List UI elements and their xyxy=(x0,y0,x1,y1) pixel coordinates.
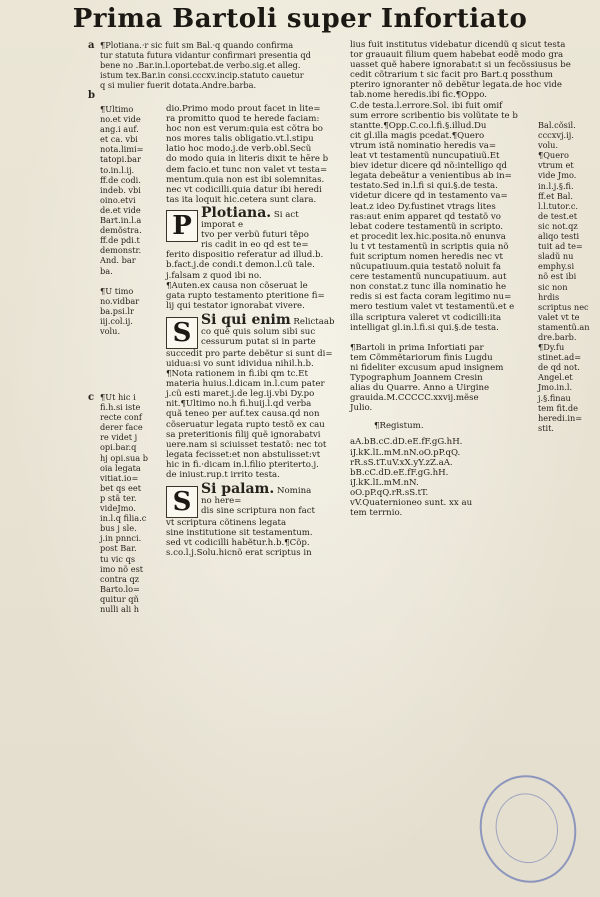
text-line: tvo per verbũ futuri tẽpo xyxy=(201,230,309,241)
gloss-line: ff.de pdi.t xyxy=(100,235,140,246)
gloss-line: scriptus nec xyxy=(538,301,589,312)
commentary-intro xyxy=(100,40,340,90)
gloss-line: ang.i auf. xyxy=(100,124,139,135)
text-line: cedit cõtrarium t sic facit pro Bart.q possthum xyxy=(350,70,553,81)
gloss-line: stamentũ.an xyxy=(538,321,590,332)
gloss-line: Angel.et xyxy=(538,372,573,383)
gloss-line: tatopi.bar xyxy=(100,154,141,165)
gloss-line: aliqo testi xyxy=(538,231,580,242)
gloss-line: stit. xyxy=(538,422,555,433)
gloss-line: de qd not. xyxy=(538,362,580,373)
text-line: succedit pro parte debẽtur si sunt di= xyxy=(166,348,333,359)
gloss-line: vtrum et xyxy=(538,160,574,171)
gloss-line: l.l.tutor.c. xyxy=(538,200,579,211)
gloss-line: no.et vide xyxy=(100,114,141,125)
registrum-line: rR.sS.tT.uV.xX.yY.zZ.aA. xyxy=(350,457,453,468)
text-line: nũcupatiuum.quia testatõ noluit fa xyxy=(350,262,501,273)
gloss-line: ¶Quero xyxy=(538,150,569,161)
text-line: sed vt codicilli habẽtur.h.b.¶Cõp. xyxy=(166,538,310,549)
text-line: hic in fi.·dicam in.l.filio pteriterto.j. xyxy=(166,459,319,470)
text-line: j.cũ esti maret.j.de leg.ij.vbi Dy.po xyxy=(166,389,315,400)
text-line: dis sine scriptura non fact xyxy=(201,506,315,517)
gloss-line: And. bar xyxy=(100,255,136,266)
gloss-line: Jmo.in.l. xyxy=(538,382,573,393)
gloss-line: ff.de codi. xyxy=(100,174,141,185)
text-line: Si act xyxy=(273,209,299,220)
text-line: intelligat gl.in.l.fi.si qui.§.de testa. xyxy=(350,322,499,333)
gloss-line: Bart.in.l.a xyxy=(100,215,142,226)
text-line: istum tex.Bar.in consi.cccxv.incip.statuto cauetur xyxy=(100,70,304,81)
text-line: non constat.z tunc illa nominatio he xyxy=(350,282,507,293)
colophon-line: ni fideliter excusum apud insignem xyxy=(350,362,504,373)
gloss-line: ¶Ultimo xyxy=(100,104,134,114)
text-line: stantte.¶Opp.C.co.l.fi.§.illud.Du xyxy=(350,120,487,131)
colophon-line: grauida.M.CCCCC.xxvij.mẽse xyxy=(350,393,479,404)
text-line: gata rupto testamento pteritione fi= xyxy=(166,290,325,301)
text-line: nit.¶Ultimo no.h fi.huij.l.qd verba xyxy=(166,399,312,410)
marginal-letter-c: c xyxy=(88,392,95,403)
gloss-line: bet qs eet xyxy=(100,482,142,493)
gloss-line: fi.h.si iste xyxy=(100,402,141,413)
gloss-line: hrdis xyxy=(538,291,560,302)
gloss-line: bus j sle. xyxy=(100,523,137,534)
gloss-line: ff.et Bal. xyxy=(538,190,573,201)
text-line: ¶Nota rationem in fi.ibi qm tc.Et xyxy=(166,369,308,380)
commentary-column-left xyxy=(166,104,344,558)
gloss-line: re videt j xyxy=(100,432,138,443)
text-line: mero testium valet vt testamentũ.et e xyxy=(350,302,515,313)
text-line: mentum.quia non est ibi solemnitas. xyxy=(166,174,325,185)
text-line: tor grauauit filium quem habebat eodẽ modo gra xyxy=(350,50,564,61)
text-line: pteriro ignoranter nõ debẽtur legata.de hoc vide xyxy=(350,80,562,91)
colophon-line: Julio. xyxy=(350,403,373,414)
gloss-line: dre.barb. xyxy=(538,331,577,342)
text-line: quã teneo per auf.tex causa.qd non xyxy=(166,409,320,420)
text-line: cessurum putat si in parte xyxy=(201,337,316,348)
gloss-line: de test.et xyxy=(538,210,578,221)
text-line: testato.Sed in.l.fi si qui.§.de testa. xyxy=(350,181,498,192)
gloss-line: Barto.lo= xyxy=(100,583,140,594)
text-line: tas ita loquit hic.cetera sunt clara. xyxy=(166,194,317,205)
decorated-initial-s2: S xyxy=(166,486,198,518)
text-line: uidua:si vo sunt idividua nihil.h.b. xyxy=(166,358,314,369)
text-line: Relictaab xyxy=(293,316,335,327)
gloss-line: volu. xyxy=(100,325,121,336)
marginal-gloss-right xyxy=(538,120,594,433)
gloss-line: sladũ nu xyxy=(538,251,574,262)
registrum-line: vV.Quaternioneo sunt. xx au xyxy=(350,498,473,509)
gloss-line: nulli ali h xyxy=(100,603,139,614)
gloss-line: valet vt te xyxy=(538,311,580,322)
gloss-line: demõstra. xyxy=(100,225,142,236)
registrum-line: iJ.kK.lL.mM.nN. xyxy=(350,477,419,488)
text-line: no here= xyxy=(201,496,242,507)
text-line: b.fact.j.de condi.t demon.l.cũ tale. xyxy=(166,260,315,271)
spacer xyxy=(100,276,160,286)
gloss-line: demonstr. xyxy=(100,245,142,256)
spacer xyxy=(350,333,532,343)
text-line: C.de testa.l.errore.Sol. ibi fuit omif xyxy=(350,100,503,111)
gloss-line: emphy.si xyxy=(538,261,575,272)
gloss-line: in.l.j.§.fi. xyxy=(538,180,574,191)
text-line: uasset quẽ habere ignorabat:t si un fecõssiusus be xyxy=(350,60,571,71)
text-line: videtur dicere qd in testamento va= xyxy=(350,191,508,202)
gloss-line: derer face xyxy=(100,422,143,433)
gloss-line: imo nõ est xyxy=(100,563,144,574)
gloss-line: recte conf xyxy=(100,412,142,423)
text-line: sum errore scribentio bis volũtate te b xyxy=(350,110,518,121)
registrum xyxy=(350,421,532,518)
text-line: dio.Primo modo prout facet in lite= xyxy=(166,104,321,114)
gloss-line: to.in.l.ij. xyxy=(100,164,135,175)
text-line: redis si est facta coram legitimo nu= xyxy=(350,292,512,303)
text-line: lius fuit institutus videbatur dicendũ q sicut testa xyxy=(350,40,566,50)
text-line: leat vt testamentũ nuncupatiuũ.Et xyxy=(350,151,500,162)
gloss-line: j.§.finau xyxy=(538,392,571,403)
colophon-line: alias du Quarre. Anno a Uirgine xyxy=(350,383,490,394)
registrum-line: aA.bB.cC.dD.eE.fF.gG.hH. xyxy=(350,437,463,448)
text-line: ¶Auten.ex causa non cõseruat le xyxy=(166,280,308,291)
text-line: fuit scriptum nomen heredis nec vt xyxy=(350,251,503,262)
text-line: sa preteritionis filij quẽ ignorabatvi xyxy=(166,429,321,440)
text-line: vtrum istã nominatio heredis va= xyxy=(350,140,497,151)
text-line: ris cadit in eo qd est te= xyxy=(201,240,309,251)
text-line: legata debeãtur a venientibus ab in= xyxy=(350,171,512,182)
text-line: co quẽ quis solum sibi suc xyxy=(201,326,316,337)
gloss-line: ¶Ut hic i xyxy=(100,392,136,402)
text-line: j.falsam z quod ibi no. xyxy=(166,270,262,281)
text-line: biev idetur dicere qd nõ:intelligo qd xyxy=(350,161,507,172)
text-line: cere testamentũ nuncupatiuum. aut xyxy=(350,272,507,283)
text-line: ¶Plotiana.·r sic fuit sm Bal.·q quando confirma xyxy=(100,40,294,50)
text-line: ras:aut enim apparet qd testatõ vo xyxy=(350,211,501,222)
gloss-line: tem fit.de xyxy=(538,402,578,413)
decorated-initial-p: P xyxy=(166,210,198,242)
registrum-line: oO.pP.qQ.rR.sS.tT. xyxy=(350,487,429,498)
gloss-line: sic non xyxy=(538,281,568,292)
text-line: lebat codere testamentũ in scripto. xyxy=(350,221,503,232)
text-line: bene no .Bar.in.l.oportebat.de verbo.sig.et alleg. xyxy=(100,60,301,71)
gloss-line: tu vic qs xyxy=(100,553,136,564)
gloss-line: contra qz xyxy=(100,573,140,584)
gloss-line: ba. xyxy=(100,265,113,276)
gloss-line: heredi.in= xyxy=(538,412,583,423)
text-line: et procedit lex.hic.posita.nõ enunva xyxy=(350,231,506,242)
text-line: do modo quia in literis dixit te hēre b xyxy=(166,154,329,165)
text-line: latio hoc modo.j.de verb.obl.Secũ xyxy=(166,144,312,155)
marginal-letter-b: b xyxy=(88,90,95,101)
text-line: uere.nam si sciuisset testatõ: nec tot xyxy=(166,439,327,450)
text-line: lu t vt testamentũ in scriptis quia nõ xyxy=(350,241,509,252)
text-line: ferito dispositio referatur ad illud.b. xyxy=(166,250,324,261)
gloss-line: hj opi.sua b xyxy=(100,452,149,463)
gloss-line: cccxvj.ij. xyxy=(538,130,574,141)
text-line: imporat e xyxy=(201,220,244,231)
text-line: illa scriptura valeret vt codicilli:ita xyxy=(350,312,502,323)
gloss-line: volu. xyxy=(538,140,559,151)
gloss-line: et ca. vbi xyxy=(100,134,138,145)
colophon-line: tem Cõmmẽtariorum finis Lugdu xyxy=(350,352,493,363)
text-line: materia huius.l.dicam in.l.cum pater xyxy=(166,379,325,390)
text-line: leat.z ideo Dy.fustinet vtrags lites xyxy=(350,201,496,212)
section-si-qui-enim xyxy=(166,311,344,480)
gloss-line: ¶Dy.fu xyxy=(538,342,565,353)
gloss-line: de.et vide xyxy=(100,204,141,215)
decorated-initial-s: S xyxy=(166,317,198,349)
text-line: Nomina xyxy=(276,486,312,497)
gloss-line: iij.col.ij. xyxy=(100,315,133,326)
gloss-line: vide Jmo. xyxy=(538,170,577,181)
registrum-line: iJ.kK.lL.mM.nN.oO.pP.qQ. xyxy=(350,447,461,458)
section-plotiana xyxy=(166,204,344,311)
text-line: tab.nome heredis.ibi fic.¶Oppo. xyxy=(350,90,487,101)
text-line: ra promitto quod te herede faciam: xyxy=(166,114,320,125)
text-line: s.co.l.j.Solu.hicnõ erat scriptus in xyxy=(166,548,312,559)
colophon-line: ¶Bartoli in prima Infortiati par xyxy=(350,342,484,353)
gloss-line: vitiat.io= xyxy=(100,472,139,483)
gloss-line: oino.etvi xyxy=(100,194,136,205)
text-line: hoc non est verum:quia est cõtra bo xyxy=(166,124,323,135)
text-line: cõseruatur legata rupto testõ ex cau xyxy=(166,419,325,430)
section-heading: Si qui enim xyxy=(201,311,291,328)
text-line: legata fecisset:et non abstulisset:vt xyxy=(166,449,321,460)
gloss-line: stinet.ad= xyxy=(538,352,582,363)
gloss-line: in.l.q filia.c xyxy=(100,513,147,524)
text-line: lij qui testator ignorabat vivere. xyxy=(166,300,305,311)
gloss-line: oia legata xyxy=(100,462,141,473)
text-line: nos mores talis obligatio.vt.l.stipu xyxy=(166,134,314,145)
marginal-letter-a: a xyxy=(88,40,95,51)
text-line: q si mulier fuerit dotata.Andre.barba. xyxy=(100,80,257,91)
gloss-line: videJmo. xyxy=(100,503,136,514)
section-heading: Plotiana. xyxy=(201,204,272,221)
gloss-line: Bal.cõsil. xyxy=(538,120,576,130)
gloss-line: post Bar. xyxy=(100,543,137,554)
gloss-line: ¶U timo xyxy=(100,285,134,296)
gloss-line: nota.limi= xyxy=(100,144,144,155)
text-line: cit gl.illa magis pcedat.¶Quero xyxy=(350,130,485,141)
gloss-line: j.in pnnci. xyxy=(100,533,142,544)
gloss-line: indeb. vbi xyxy=(100,184,141,195)
text-line: de iniust.rup.t irrito testa. xyxy=(166,470,280,480)
gloss-line: no.vidbar xyxy=(100,295,140,306)
gloss-line: p stã ter. xyxy=(100,492,137,503)
colophon-line: Typographum Joannem Cresin xyxy=(350,373,483,383)
text-line: sine institutione sit testamentum. xyxy=(166,528,313,539)
page-title: Prima Bartoli super Infortiato xyxy=(72,4,528,34)
marginal-gloss-b xyxy=(100,104,160,336)
library-stamp xyxy=(470,766,586,892)
gloss-line: opi.bar.q xyxy=(100,442,137,453)
gloss-line: sic not.qz xyxy=(538,220,578,231)
gloss-line: quitur qñ xyxy=(100,593,139,604)
section-si-palam xyxy=(166,481,344,559)
gloss-line: tuit ad te= xyxy=(538,241,583,252)
text-line: nec vt codicilli.quia datur ibi heredi xyxy=(166,184,322,195)
registrum-line: tem terrnio. xyxy=(350,508,403,519)
registrum-heading: ¶Registum. xyxy=(374,421,424,432)
text-line: dem facio.et tunc non valet vt testa= xyxy=(166,164,328,175)
gloss-line: nõ est ibi xyxy=(538,271,577,282)
text-line: vt scriptura cõtinens legata xyxy=(166,518,287,529)
section-heading: Si palam. xyxy=(201,481,275,498)
text-line: tur statuta futura vidantur confirmari presentia qd xyxy=(100,50,311,61)
gloss-line: ba.psi.lr xyxy=(100,305,134,316)
marginal-gloss-c xyxy=(100,392,160,614)
library-stamp-inner-ring xyxy=(489,788,564,869)
registrum-line: bB.cC.dD.eE.fF.gG.hH. xyxy=(350,467,449,478)
